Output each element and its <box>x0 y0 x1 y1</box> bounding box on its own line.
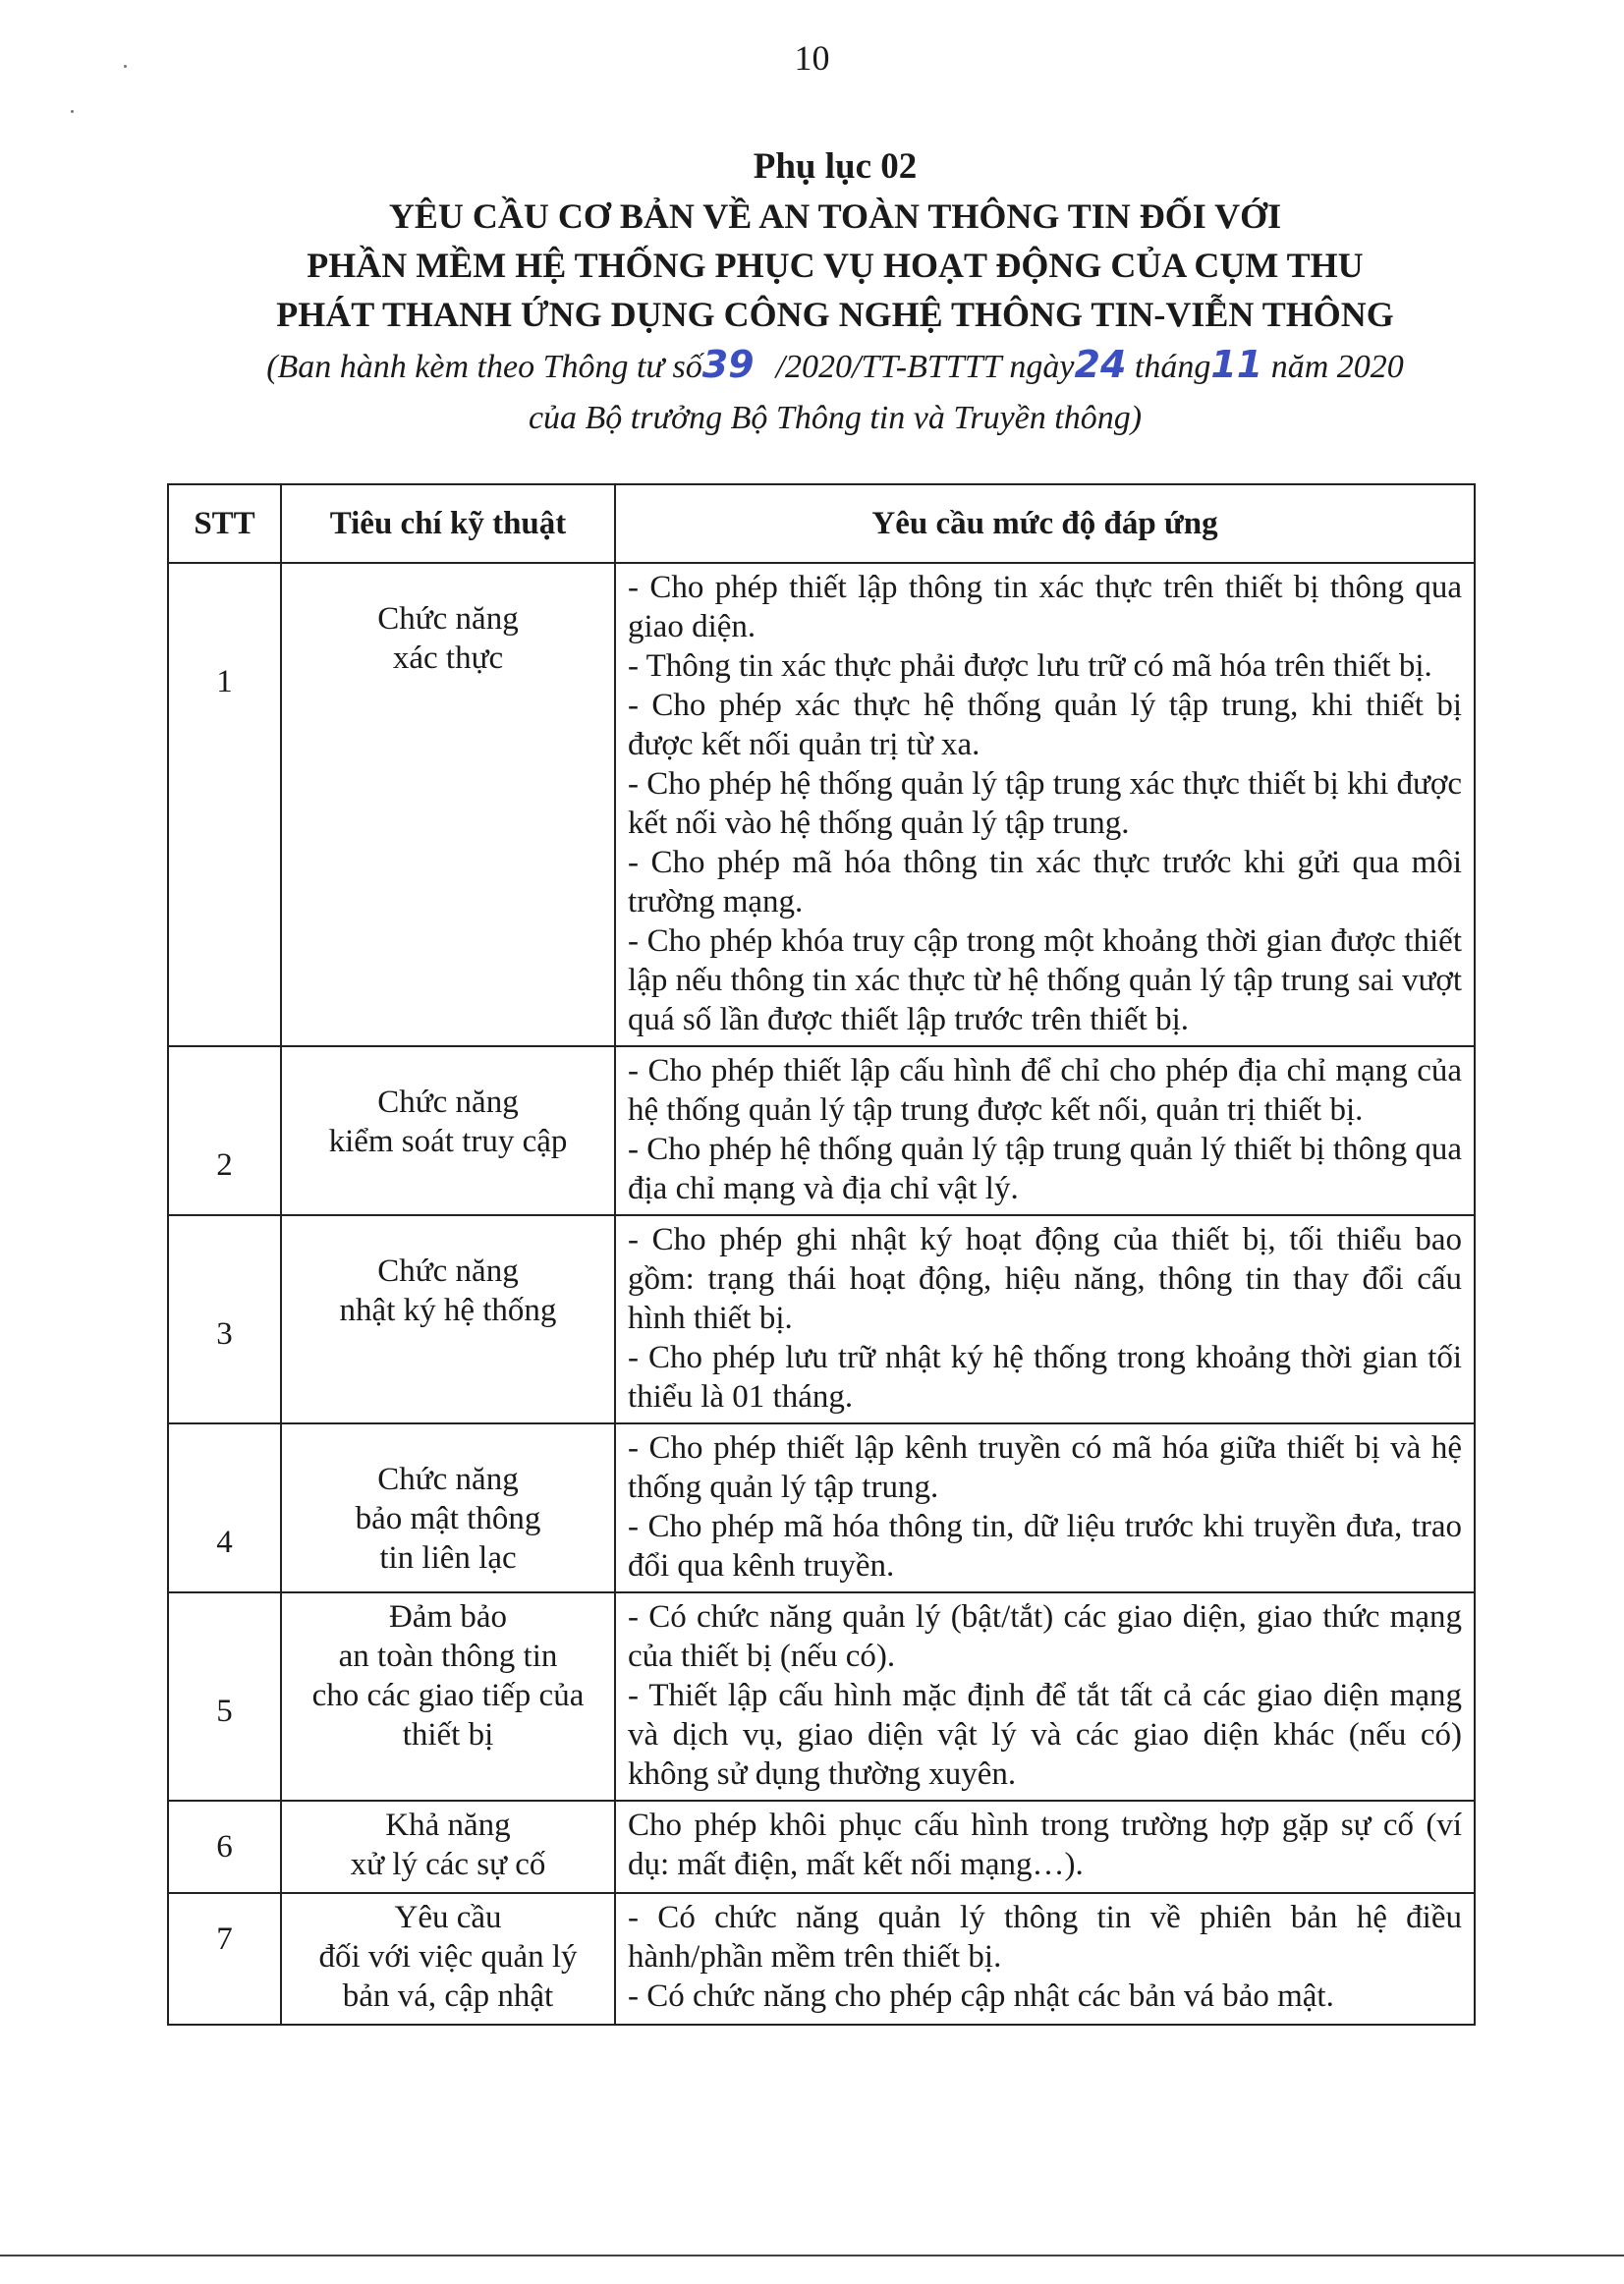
table-header-row <box>168 484 1475 563</box>
row-stt: 2 <box>168 1046 281 1215</box>
subtitle-part-4: năm 2020 <box>1270 349 1404 385</box>
table-row <box>168 1046 1475 1215</box>
row-criterion: Chức năng kiểm soát truy cập <box>281 1046 615 1215</box>
table-row <box>168 1893 1475 2025</box>
scan-speck <box>71 110 74 113</box>
table-row <box>168 563 1475 1046</box>
row-criterion: Chức năng bảo mật thông tin liên lạc <box>281 1423 615 1592</box>
table-row <box>168 1423 1475 1592</box>
table-row <box>168 1215 1475 1423</box>
requirement-item: - Có chức năng quản lý (bật/tắt) các giao diện, giao thức mạng của thiết bị (nếu có). <box>628 1599 1462 1674</box>
requirement-item: - Cho phép thiết lập kênh truyền có mã hóa giữa thiết bị và hệ thống quản lý tập trung. <box>628 1430 1462 1505</box>
row-requirements <box>615 1592 1475 1801</box>
row-stt: 6 <box>168 1801 281 1893</box>
handwritten-circular-number: 39 <box>701 343 755 386</box>
footer-rule <box>0 2255 1624 2256</box>
table-row <box>168 1592 1475 1801</box>
appendix-label: Phụ lục 02 <box>753 146 918 187</box>
row-stt: 3 <box>168 1215 281 1423</box>
row-criterion: Đảm bảo an toàn thông tin cho các giao tiếp của thiết bị <box>281 1592 615 1801</box>
requirement-item: Cho phép khôi phục cấu hình trong trường hợp gặp sự cố (ví dụ: mất điện, mất kết nối mạng…). <box>628 1808 1462 1882</box>
table-row <box>168 1801 1475 1893</box>
requirement-item: - Cho phép hệ thống quản lý tập trung quản lý thiết bị thông qua địa chỉ mạng và địa chỉ vật lý. <box>628 1132 1462 1206</box>
requirement-item: - Thiết lập cấu hình mặc định để tắt tất cả các giao diện mạng và dịch vụ, giao diện vật lý và các giao diện khác (nếu có) không sử dụng thường xuyên. <box>628 1678 1462 1792</box>
header-criterion: Tiêu chí kỹ thuật <box>281 484 615 563</box>
requirements-table <box>167 483 1476 2026</box>
subtitle-part-3: tháng <box>1134 349 1211 385</box>
title-line-2: PHẦN MỀM HỆ THỐNG PHỤC VỤ HOẠT ĐỘNG CỦA CỤM THU <box>307 246 1364 285</box>
row-requirements <box>615 1801 1475 1893</box>
row-stt: 5 <box>168 1592 281 1801</box>
row-requirements <box>615 1215 1475 1423</box>
row-stt: 7 <box>168 1893 281 2025</box>
header-requirements: Yêu cầu mức độ đáp ứng <box>615 484 1475 563</box>
header-stt: STT <box>168 484 281 563</box>
row-requirements <box>615 1046 1475 1215</box>
row-criterion: Chức năng xác thực <box>281 563 615 1046</box>
row-criterion: Khả năng xử lý các sự cố <box>281 1801 615 1893</box>
document-header <box>147 142 1523 444</box>
requirement-item: - Cho phép lưu trữ nhật ký hệ thống trong khoảng thời gian tối thiểu là 01 tháng. <box>628 1340 1462 1415</box>
subtitle-issuer: của Bộ trưởng Bộ Thông tin và Truyền thông) <box>528 400 1143 436</box>
requirement-item: - Có chức năng cho phép cập nhật các bản vá bảo mật. <box>628 1978 1334 2014</box>
row-stt: 1 <box>168 563 281 1046</box>
requirement-item: - Cho phép mã hóa thông tin, dữ liệu trước khi truyền đưa, trao đổi qua kênh truyền. <box>628 1509 1462 1584</box>
requirement-item: - Có chức năng quản lý thông tin về phiên bản hệ điều hành/phần mềm trên thiết bị. <box>628 1900 1462 1975</box>
subtitle-part-1: (Ban hành kèm theo Thông tư số <box>266 349 702 385</box>
row-criterion: Chức năng nhật ký hệ thống <box>281 1215 615 1423</box>
requirement-item: - Cho phép hệ thống quản lý tập trung xác thực thiết bị khi được kết nối vào hệ thống quản lý tập trung. <box>628 766 1462 841</box>
handwritten-day: 24 <box>1074 343 1127 386</box>
subtitle-issuance <box>147 339 1523 393</box>
title-line-3: PHÁT THANH ỨNG DỤNG CÔNG NGHỆ THÔNG TIN-VIỄN THÔNG <box>276 295 1394 334</box>
title-line-1: YÊU CẦU CƠ BẢN VỀ AN TOÀN THÔNG TIN ĐỐI VỚI <box>388 196 1282 236</box>
requirement-item: - Thông tin xác thực phải được lưu trữ có mã hóa trên thiết bị. <box>628 648 1432 684</box>
row-requirements <box>615 1423 1475 1592</box>
subtitle-part-2: /2020/TT-BTTTT ngày <box>775 349 1075 385</box>
requirement-item: - Cho phép thiết lập thông tin xác thực trên thiết bị thông qua giao diện. <box>628 570 1462 644</box>
handwritten-month: 11 <box>1210 343 1263 386</box>
page-number: 10 <box>794 38 830 78</box>
requirement-item: - Cho phép khóa truy cập trong một khoảng thời gian được thiết lập nếu thông tin xác thực từ hệ thống quản lý tập trung sai vượt quá số lần được thiết lập trước trên thiết bị. <box>628 923 1462 1037</box>
row-criterion: Yêu cầu đối với việc quản lý bản vá, cập nhật <box>281 1893 615 2025</box>
requirement-item: - Cho phép thiết lập cấu hình để chỉ cho phép địa chỉ mạng của hệ thống quản lý tập trung được kết nối, quản trị thiết bị. <box>628 1053 1462 1128</box>
row-requirements <box>615 1893 1475 2025</box>
row-stt: 4 <box>168 1423 281 1592</box>
requirement-item: - Cho phép xác thực hệ thống quản lý tập trung, khi thiết bị được kết nối quản trị từ xa. <box>628 688 1462 762</box>
requirement-item: - Cho phép ghi nhật ký hoạt động của thiết bị, tối thiểu bao gồm: trạng thái hoạt động, hiệu năng, thông tin thay đổi cấu hình thiết bị. <box>628 1222 1462 1336</box>
requirement-item: - Cho phép mã hóa thông tin xác thực trước khi gửi qua môi trường mạng. <box>628 845 1462 919</box>
table-body <box>168 563 1475 2025</box>
row-requirements <box>615 563 1475 1046</box>
